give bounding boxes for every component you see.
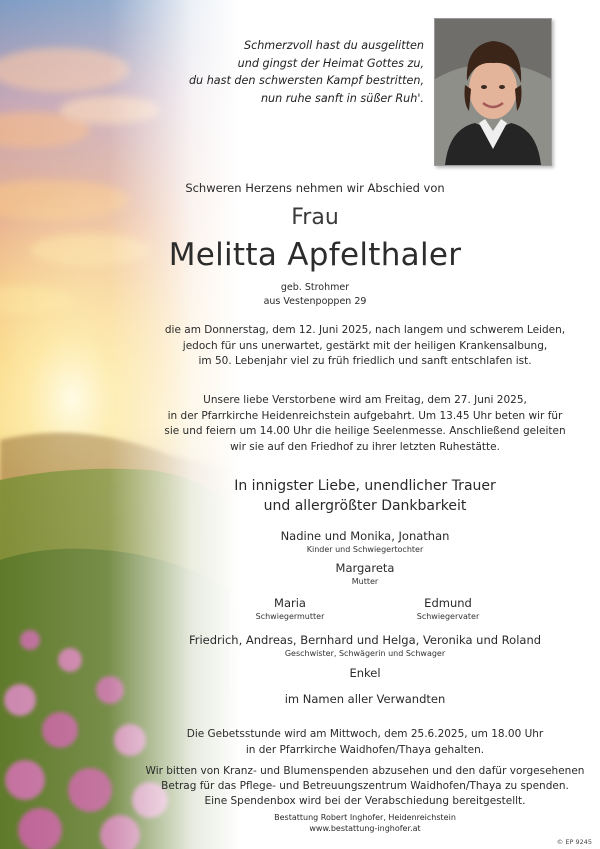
funeral-line: Unsere liebe Verstorbene wird am Freitag, dem 27. Juni 2025,	[203, 394, 527, 406]
mourner-relation: Geschwister, Schwägerin und Schwager	[284, 649, 446, 658]
mourner-names: Edmund	[424, 596, 472, 610]
mourner-father-in-law	[388, 596, 508, 621]
mourner-mother-in-law	[230, 596, 350, 621]
mourner-names: Margareta	[335, 561, 395, 575]
prayer-line: Die Gebetsstunde wird am Mittwoch, dem 25.6.2025, um 18.00 Uhr	[186, 728, 544, 740]
verse-line: nun ruhe sanft in süßer Ruh'.	[260, 91, 424, 105]
mourner-names: Nadine und Monika, Jonathan	[280, 529, 450, 543]
donation-request	[130, 764, 600, 809]
mourner-relation: Schwiegervater	[416, 612, 480, 621]
portrait-photo	[434, 18, 552, 166]
verse-line: Schmerzvoll hast du ausgelitten	[243, 39, 424, 52]
residence: aus Vestenpoppen 29	[263, 296, 367, 307]
mourner-relation: Schwiegermutter	[255, 612, 325, 621]
mourning-heading-line: und allergrößter Dankbarkeit	[263, 498, 467, 514]
funeral-line: sie und feiern um 14.00 Uhr die heilige Seelenmesse. Anschließend geleiten	[164, 425, 566, 437]
birth-name: geb. Strohmer	[280, 282, 350, 293]
death-line: jedoch für uns unerwartet, gestärkt mit der heiligen Krankensalbung,	[182, 339, 548, 352]
funeral-line: wir sie auf den Friedhof zu ihrer letzten Ruhestätte.	[230, 440, 500, 453]
mourner-names: Friedrich, Andreas, Bernhard und Helga, Veronika und Roland	[188, 633, 542, 647]
death-line: im 50. Lebenjahr viel zu früh friedlich und sanft entschlafen ist.	[198, 355, 532, 367]
mourner-siblings	[180, 633, 550, 658]
mourning-heading	[180, 476, 550, 516]
undertaker-website: www.bestattung-inghofer.at	[309, 824, 421, 833]
portrait-image	[435, 19, 551, 165]
intro-text: Schweren Herzens nehmen wir Abschied von	[185, 181, 445, 195]
prayer-line: in der Pfarrkirche Waidhofen/Thaya gehalten.	[245, 743, 485, 756]
death-announcement	[155, 323, 575, 370]
print-code: © EP 9245	[556, 838, 592, 846]
salutation: Frau	[291, 205, 339, 230]
death-line: die am Donnerstag, dem 12. Juni 2025, nach langem und schwerem Leiden,	[164, 324, 566, 336]
undertaker-name: Bestattung Robert Inghofer, Heidenreichstein	[274, 813, 456, 822]
memorial-verse	[164, 37, 424, 107]
donation-line: Wir bitten von Kranz- und Blumenspenden abzusehen und den dafür vorgesehenen	[145, 765, 585, 777]
funeral-line: in der Pfarrkirche Heidenreichstein aufgebahrt. Um 13.45 Uhr beten wir für	[167, 409, 563, 422]
relatives-line: im Namen aller Verwandten	[284, 692, 446, 706]
verse-line: und gingst der Heimat Gottes zu,	[237, 56, 424, 70]
donation-line: Betrag für das Pflege- und Betreuungszentrum Waidhofen/Thaya zu spenden.	[161, 780, 569, 792]
mourning-heading-line: In innigster Liebe, unendlicher Trauer	[234, 478, 496, 494]
mourner-mother	[290, 561, 440, 586]
verse-line: du hast den schwersten Kampf bestritten,	[188, 74, 424, 88]
prayer-details	[170, 727, 560, 758]
funeral-details	[150, 393, 580, 455]
mourner-relation: Mutter	[351, 577, 379, 586]
mourner-relation: Kinder und Schwiegertochter	[306, 545, 424, 554]
mourner-names: Maria	[274, 596, 306, 610]
donation-line: Eine Spendenbox wird bei der Verabschiedung bereitgestellt.	[204, 795, 526, 807]
mourner-children	[240, 529, 490, 554]
deceased-name: Melitta Apfelthaler	[168, 237, 462, 273]
undertaker-info	[240, 812, 490, 834]
mourner-grandchildren: Enkel	[349, 666, 381, 680]
